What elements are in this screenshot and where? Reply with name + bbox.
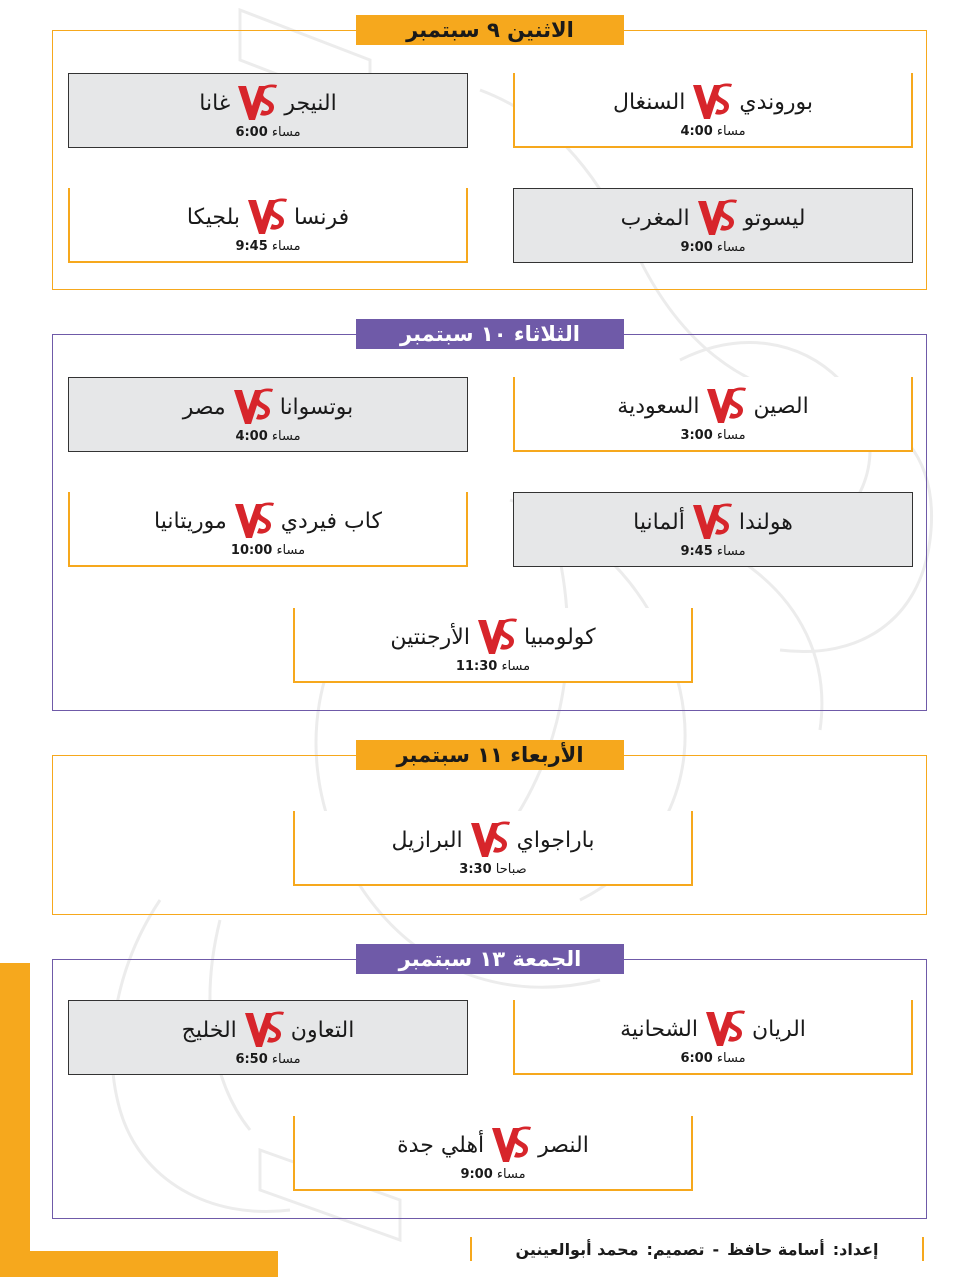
kickoff-period: مساء [271, 239, 301, 254]
home-team: بوروندي [739, 89, 814, 115]
match-time [295, 862, 691, 877]
day-label: الأربعاء ١١ سبتمبر [356, 740, 624, 770]
away-team: الأرجنتين [390, 624, 470, 650]
home-team: التعاون [290, 1017, 355, 1043]
kickoff-period: صباحا [495, 862, 527, 877]
kickoff-period: مساء [716, 240, 746, 255]
match-teams [70, 500, 466, 542]
vs-icon [476, 616, 518, 658]
kickoff-period: مساء [271, 429, 301, 444]
vs-icon [246, 196, 288, 238]
match-time [514, 240, 912, 255]
kickoff-period: مساء [716, 1051, 746, 1066]
day-section-wednesday [52, 743, 927, 915]
kickoff-period: مساء [271, 1052, 301, 1067]
match-teams [514, 501, 912, 543]
away-team: الشحانية [620, 1016, 698, 1042]
vs-icon [243, 1009, 285, 1051]
match-card [513, 188, 913, 263]
away-team: ألمانيا [633, 509, 685, 535]
credits-footer [470, 1237, 924, 1261]
home-team: هولندا [738, 509, 793, 535]
kickoff-time: 10:00 [230, 543, 273, 558]
day-section-friday [52, 947, 927, 1219]
day-label: الجمعة ١٣ سبتمبر [356, 944, 624, 974]
match-card [68, 492, 468, 567]
match-teams [69, 386, 467, 428]
match-card [513, 492, 913, 567]
match-teams [515, 1008, 911, 1050]
match-card [513, 73, 913, 148]
vs-icon [469, 819, 511, 861]
match-card [293, 811, 693, 886]
credits-separator: - [712, 1239, 720, 1259]
away-team: المغرب [620, 205, 690, 231]
vs-icon [704, 1008, 746, 1050]
vs-icon [705, 385, 747, 427]
match-card [68, 1000, 468, 1075]
kickoff-time: 6:50 [235, 1052, 268, 1067]
match-card [513, 1000, 913, 1075]
home-team: بوتسوانا [279, 394, 354, 420]
home-team: الريان [751, 1016, 806, 1042]
match-time [514, 544, 912, 559]
kickoff-time: 9:45 [235, 239, 268, 254]
kickoff-period: مساء [276, 543, 306, 558]
away-team: مصر [182, 394, 226, 420]
match-teams [515, 385, 911, 427]
vs-icon [236, 82, 278, 124]
match-teams [70, 196, 466, 238]
bottom-accent-bar [0, 1251, 278, 1277]
match-time [515, 428, 911, 443]
vs-icon [232, 386, 274, 428]
prepared-by-name: أسامة حافظ [727, 1239, 825, 1259]
match-time [295, 659, 691, 674]
home-team: الصين [753, 393, 809, 419]
home-team: ليسوتو [743, 205, 806, 231]
kickoff-time: 3:30 [459, 862, 492, 877]
kickoff-time: 4:00 [680, 124, 713, 139]
design-by-name: محمد أبوالعينين [515, 1239, 639, 1259]
prepared-by-label: إعداد: [832, 1239, 879, 1259]
match-teams [295, 616, 691, 658]
day-section-tuesday [52, 322, 927, 711]
away-team: موريتانيا [154, 508, 227, 534]
away-team: أهلي جدة [397, 1132, 485, 1158]
kickoff-time: 9:00 [460, 1167, 493, 1182]
away-team: البرازيل [391, 827, 463, 853]
match-time [69, 1052, 467, 1067]
vs-icon [691, 81, 733, 123]
match-teams [515, 81, 911, 123]
match-card [293, 1116, 693, 1191]
vs-icon [233, 500, 275, 542]
kickoff-period: مساء [271, 125, 301, 140]
vs-icon [696, 197, 738, 239]
kickoff-period: مساء [716, 428, 746, 443]
home-team: كاب فيردي [280, 508, 382, 534]
kickoff-time: 6:00 [235, 125, 268, 140]
side-accent-bar [0, 963, 30, 1277]
match-time [70, 543, 466, 558]
kickoff-time: 4:00 [235, 429, 268, 444]
away-team: غانا [199, 90, 231, 116]
kickoff-time: 9:45 [680, 544, 713, 559]
match-time [295, 1167, 691, 1182]
match-card [293, 608, 693, 683]
home-team: باراجواي [516, 827, 595, 853]
match-time [69, 429, 467, 444]
day-section-monday [52, 18, 927, 290]
kickoff-period: مساء [716, 544, 746, 559]
away-team: السنغال [612, 89, 686, 115]
away-team: السعودية [617, 393, 700, 419]
kickoff-time: 9:00 [680, 240, 713, 255]
match-time [515, 1051, 911, 1066]
home-team: النيجر [284, 90, 337, 116]
home-team: النصر [538, 1132, 589, 1158]
home-team: فرنسا [294, 204, 350, 230]
kickoff-time: 3:00 [680, 428, 713, 443]
design-by-label: تصميم: [646, 1239, 705, 1259]
away-team: بلجيكا [186, 204, 240, 230]
match-time [70, 239, 466, 254]
match-teams [69, 1009, 467, 1051]
vs-icon [691, 501, 733, 543]
day-label: الاثنين ٩ سبتمبر [356, 15, 624, 45]
match-time [69, 125, 467, 140]
match-time [515, 124, 911, 139]
kickoff-period: مساء [496, 1167, 526, 1182]
match-card [513, 377, 913, 452]
match-card [68, 377, 468, 452]
match-teams [295, 1124, 691, 1166]
match-card [68, 188, 468, 263]
match-card [68, 73, 468, 148]
home-team: كولومبيا [523, 624, 596, 650]
kickoff-period: مساء [501, 659, 531, 674]
day-label: الثلاثاء ١٠ سبتمبر [356, 319, 624, 349]
kickoff-time: 6:00 [680, 1051, 713, 1066]
match-teams [69, 82, 467, 124]
away-team: الخليج [181, 1017, 237, 1043]
kickoff-period: مساء [716, 124, 746, 139]
match-teams [295, 819, 691, 861]
kickoff-time: 11:30 [455, 659, 498, 674]
vs-icon [490, 1124, 532, 1166]
match-teams [514, 197, 912, 239]
